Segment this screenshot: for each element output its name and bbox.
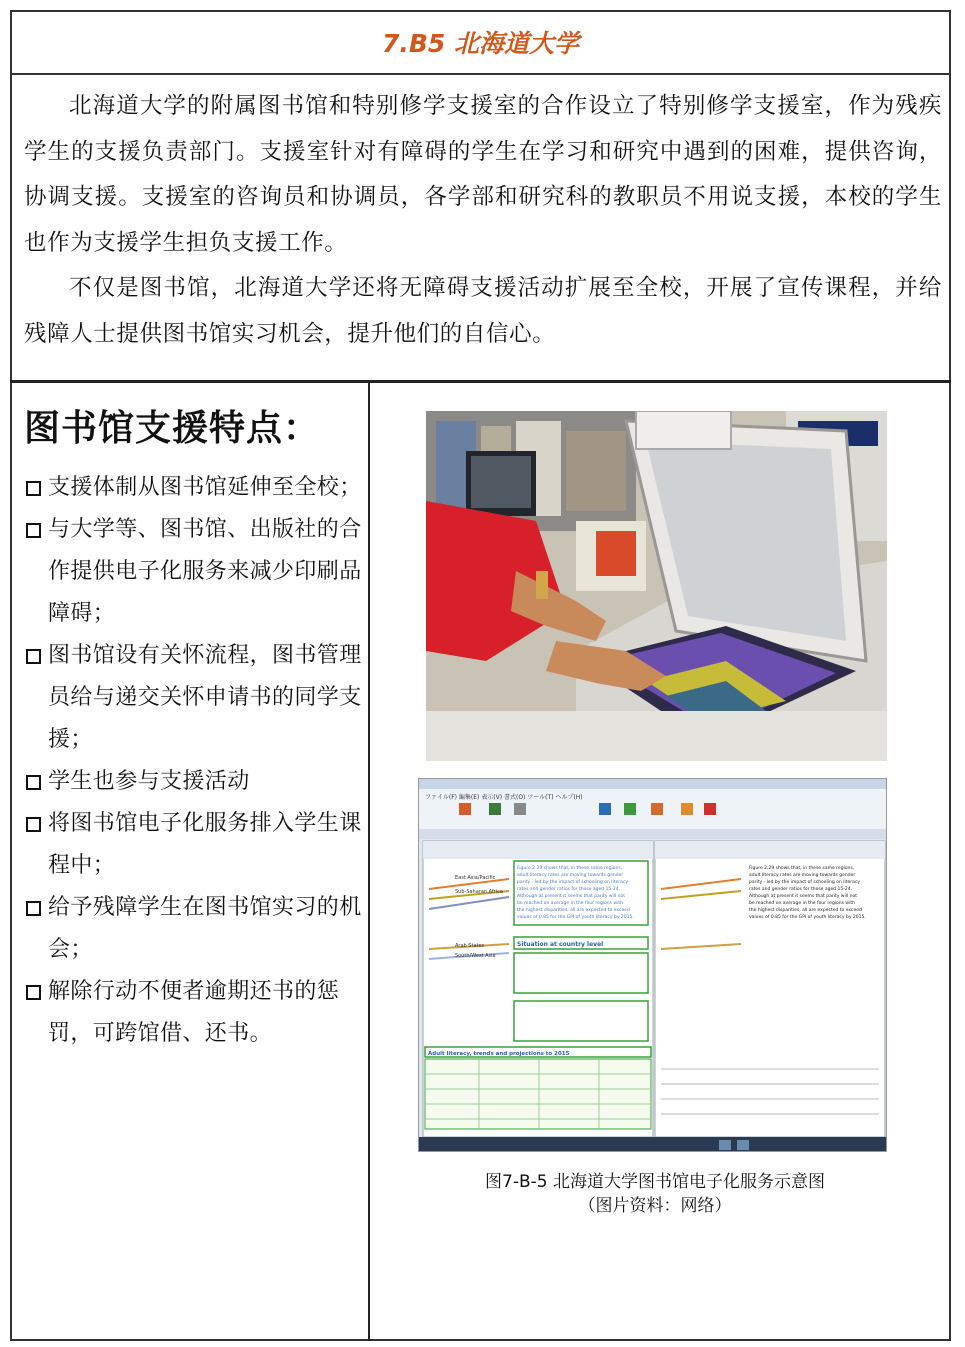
intro-paragraph-2: 不仅是图书馆，北海道大学还将无障碍支援活动扩展至全校，开展了宣传课程，并给残障人士提供图书馆实习机会，提升他们的自信心。 (24, 275, 942, 347)
pdf-table-title: Adult literacy, trends and projections to 2015 (428, 1051, 570, 1057)
features-column (22, 400, 367, 1055)
checkbox-icon (26, 901, 41, 916)
feature-text: 解除行动不便者逾期还书的惩罚，可跨馆借、还书。 (48, 979, 340, 1046)
features-list (22, 467, 367, 1055)
feature-item (22, 635, 367, 761)
feature-text: 与大学等、图书馆、出版社的合作提供电子化服务来减少印刷品障碍； (48, 517, 362, 626)
checkbox-icon (26, 817, 41, 832)
ocr-text-line: adult literacy rates are moving towards gender (749, 873, 856, 878)
pdf-text-line: values of 0.85 for the GPI of youth literacy by 2015. (517, 915, 634, 920)
figure-caption (420, 1170, 890, 1218)
pdf-text-line: the highest disparities, all are expected to exceed (517, 908, 630, 913)
legend-label: Sub-Saharan Africa (455, 889, 503, 895)
feature-item (22, 971, 367, 1055)
checkbox-icon (26, 523, 41, 538)
ocr-text-line: parity - led by the impact of schooling on literacy (749, 880, 861, 885)
ocr-text-line: be reached on average in the four regions with (749, 901, 855, 906)
feature-item (22, 761, 367, 803)
feature-text: 将图书馆电子化服务排入学生课程中； (48, 811, 362, 878)
pdf-text-line: Figure 2.29 shows that, in these same regions, (517, 866, 623, 871)
feature-item (22, 803, 367, 887)
ocr-text-line: rates and gender ratios for those aged 15-24. (749, 887, 853, 892)
section-title: 7.B5 北海道大学 (381, 28, 580, 58)
pdf-text-line: Although at present it seems that parity will not (517, 894, 626, 899)
checkbox-icon (26, 985, 41, 1000)
caption-line-1: 图7-B-5 北海道大学图书馆电子化服务示意图 (485, 1172, 825, 1192)
ocr-text-line: Figure 2.29 shows that, in these same regions, (749, 866, 855, 871)
features-heading: 图书馆支援特点： (24, 408, 321, 449)
feature-text: 学生也参与支援活动 (48, 769, 250, 794)
checkbox-icon (26, 649, 41, 664)
feature-text: 图书馆设有关怀流程，图书管理员给与递交关怀申请书的同学支援； (48, 643, 362, 752)
pdf-text-line: be reached on average in the four regions with (517, 901, 623, 906)
column-divider (368, 382, 370, 1341)
intro-paragraph-1: 北海道大学的附属图书馆和特别修学支援室的合作设立了特别修学支援室，作为残疾学生的支援负责部门。支援室针对有障碍的学生在学习和研究中遇到的困难，提供咨询，协调支援。支援室的咨询员和协调员，各学部和研究科的教职员不用说支援，本校的学生也作为支援学生担负支援工作。 (24, 93, 942, 256)
feature-item (22, 467, 367, 509)
pdf-text-line: rates and gender ratios for those aged 15-24. (517, 887, 621, 892)
menu-bar-text: ファイル(F) 編集(E) 表示(V) 書式(O) ツール(T) ヘルプ(H) (425, 794, 583, 801)
checkbox-icon (26, 481, 41, 496)
pdf-text-line: parity - led by the impact of schooling on literacy (517, 880, 629, 885)
feature-item (22, 887, 367, 971)
legend-label: Arab States (455, 943, 485, 949)
title-row (10, 10, 951, 75)
software-screenshot (418, 778, 887, 1152)
ocr-text-line: values of 0.85 for the GPI of youth literacy by 2015. (749, 915, 866, 920)
pdf-section-title: Situation at country level (517, 941, 604, 948)
legend-label: South/West Asia (455, 953, 496, 959)
divider (10, 380, 951, 383)
ocr-text-line: Although at present it seems that parity will not (749, 894, 858, 899)
scanner-photo (426, 411, 887, 761)
legend-label: East Asia/Pacific (455, 875, 496, 881)
ocr-text-line: the highest disparities, all are expected to exceed (749, 908, 862, 913)
pdf-text-line: adult literacy rates are moving towards gender (517, 873, 624, 878)
feature-item (22, 509, 367, 635)
intro-text (24, 84, 942, 357)
feature-text: 给予残障学生在图书馆实习的机会； (48, 895, 362, 962)
caption-line-2: （图片资料：网络） (578, 1196, 732, 1216)
feature-text: 支援体制从图书馆延伸至全校； (48, 475, 362, 500)
checkbox-icon (26, 775, 41, 790)
